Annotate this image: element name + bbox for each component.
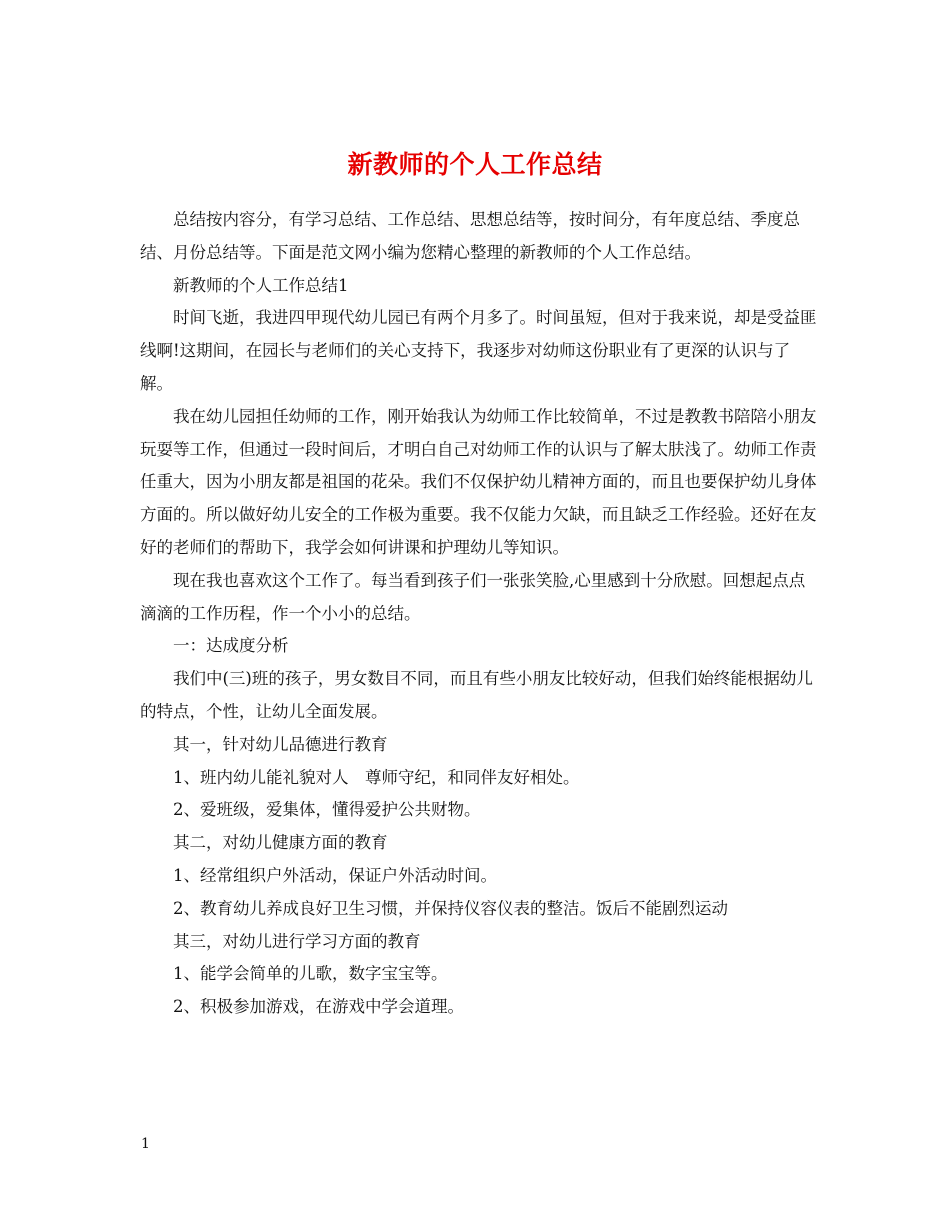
subsection-heading: 其一，针对幼儿品德进行教育	[173, 734, 388, 754]
page-number: 1	[141, 1136, 150, 1152]
section-heading: 新教师的个人工作总结1	[173, 275, 349, 295]
list-item: 1、经常组织户外活动，保证户外活动时间。	[173, 865, 497, 885]
list-item: 1、能学会简单的儿歌，数字宝宝等。	[173, 964, 448, 984]
paragraph: 我在幼儿园担任幼师的工作，刚开始我认为幼师工作比较简单，不过是教教书陪陪小朋友玩耍等工作，但通过一段时间后，才明白自己对幼师工作的认识与了解太肤浅了。幼师工作责任重大，因为小朋友都是祖国的花朵。我们不仅保护幼儿精神方面的，而且也要保护幼儿身体方面的。所以做好幼儿安全的工作极为重要。我不仅能力欠缺，而且缺乏工作经验。还好在友好的老师们的帮助下，我学会如何讲课和护理幼儿等知识。	[140, 406, 817, 557]
section-heading: 一：达成度分析	[173, 636, 289, 656]
subsection-heading: 其二，对幼儿健康方面的教育	[173, 833, 388, 853]
list-item: 1、班内幼儿能礼貌对人 尊师守纪，和同伴友好相处。	[173, 767, 580, 787]
paragraph: 我们中(三)班的孩子，男女数目不同，而且有些小朋友比较好动，但我们始终能根据幼儿的特点，个性，让幼儿全面发展。	[140, 669, 813, 721]
paragraph-intro: 总结按内容分，有学习总结、工作总结、思想总结等，按时间分，有年度总结、季度总结、月份总结等。下面是范文网小编为您精心整理的新教师的个人工作总结。	[140, 210, 800, 262]
subsection-heading: 其三，对幼儿进行学习方面的教育	[173, 931, 421, 951]
document-title: 新教师的个人工作总结	[347, 149, 603, 179]
paragraph: 现在我也喜欢这个工作了。每当看到孩子们一张张笑脸,心里感到十分欣慰。回想起点点滴滴的工作历程，作一个小小的总结。	[140, 570, 806, 623]
paragraph: 时间飞逝，我进四甲现代幼儿园已有两个月多了。时间虽短，但对于我来说，却是受益匪线啊!这期间，在园长与老师们的关心支持下，我逐步对幼师这份职业有了更深的认识与了解。	[140, 308, 817, 393]
list-item: 2、积极参加游戏，在游戏中学会道理。	[173, 997, 464, 1017]
document-body	[140, 204, 820, 1024]
list-item: 2、教育幼儿养成良好卫生习惯，并保持仪容仪表的整洁。饭后不能剧烈运动	[173, 898, 728, 918]
list-item: 2、爱班级，爱集体，懂得爱护公共财物。	[173, 800, 481, 820]
